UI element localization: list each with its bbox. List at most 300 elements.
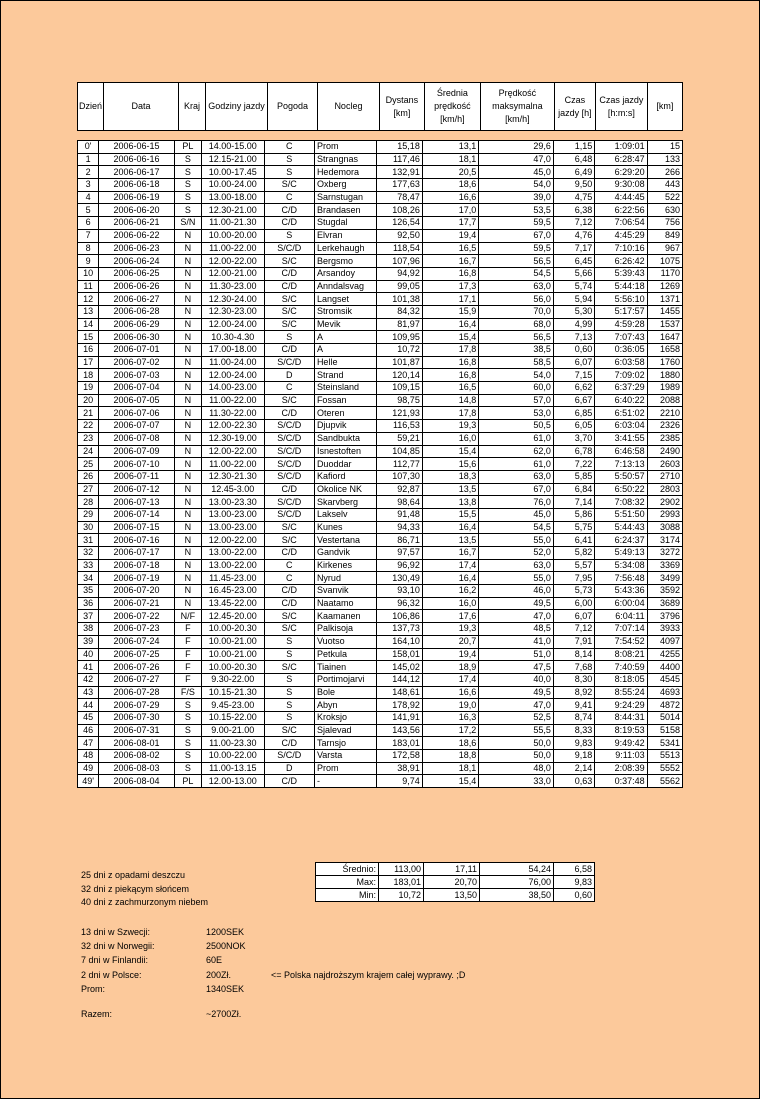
total-label: Razem:: [81, 1009, 113, 1019]
table-cell: -: [314, 775, 377, 788]
table-cell: Kroksjo: [314, 711, 377, 724]
table-cell: 52,0: [479, 547, 554, 560]
table-row: [78, 394, 683, 407]
table-cell: 7,12: [553, 217, 594, 230]
table-cell: 84,32: [377, 305, 422, 318]
table-cell: S: [174, 166, 201, 179]
table-cell: 6:40:22: [595, 394, 647, 407]
table-cell: S/C/D: [264, 356, 314, 369]
table-cell: 0,60: [553, 344, 594, 357]
table-cell: 9: [78, 255, 99, 268]
table-cell: Mevik: [314, 318, 377, 331]
table-cell: 92,50: [377, 229, 422, 242]
table-cell: 14.00-23.00: [202, 382, 265, 395]
table-cell: 5562: [647, 775, 682, 788]
table-cell: S: [264, 699, 314, 712]
table-cell: 849: [647, 229, 682, 242]
table-cell: 17,0: [422, 204, 478, 217]
table-cell: 16,7: [422, 547, 478, 560]
table-cell: 0': [78, 141, 99, 154]
table-row: [78, 496, 683, 509]
table-cell: C: [264, 572, 314, 585]
table-cell: S/C/D: [264, 432, 314, 445]
table-cell: 5: [78, 204, 99, 217]
table-cell: C/D: [264, 483, 314, 496]
table-cell: Duoddar: [314, 458, 377, 471]
table-cell: 4:59:28: [595, 318, 647, 331]
table-cell: 3592: [647, 585, 682, 598]
table-cell: N: [174, 572, 201, 585]
table-cell: 7,15: [553, 369, 594, 382]
table-cell: S/C: [264, 724, 314, 737]
table-cell: 98,75: [377, 394, 422, 407]
table-cell: 4872: [647, 699, 682, 712]
table-cell: N: [174, 280, 201, 293]
table-cell: 9:11:03: [595, 750, 647, 763]
table-cell: 5,94: [553, 293, 594, 306]
table-cell: 31: [78, 534, 99, 547]
table-cell: C/D: [264, 344, 314, 357]
table-cell: 10.00-24.00: [202, 179, 265, 192]
table-cell: 98,64: [377, 496, 422, 509]
table-cell: Skarvberg: [314, 496, 377, 509]
table-cell: PL: [174, 141, 201, 154]
table-cell: 54,0: [479, 369, 554, 382]
table-cell: 2006-08-01: [99, 737, 175, 750]
table-cell: 7:08:32: [595, 496, 647, 509]
table-cell: S/C: [264, 293, 314, 306]
table-cell: 86,71: [377, 534, 422, 547]
table-cell: 5513: [647, 750, 682, 763]
table-cell: Petkula: [314, 648, 377, 661]
table-cell: 13,1: [422, 141, 478, 154]
table-cell: C/D: [264, 585, 314, 598]
table-cell: 126,54: [377, 217, 422, 230]
table-cell: 58,5: [479, 356, 554, 369]
table-cell: 164,10: [377, 635, 422, 648]
table-cell: S: [174, 191, 201, 204]
table-cell: Sjalevad: [314, 724, 377, 737]
table-cell: 18: [78, 369, 99, 382]
table-cell: 2006-06-15: [99, 141, 175, 154]
table-cell: 1269: [647, 280, 682, 293]
table-cell: N: [174, 458, 201, 471]
table-cell: 9:49:42: [595, 737, 647, 750]
table-cell: 9.00-21.00: [202, 724, 265, 737]
table-cell: 48,0: [479, 762, 554, 775]
table-cell: 6,49: [553, 166, 594, 179]
table-cell: 19,0: [422, 699, 478, 712]
table-cell: 62,0: [479, 445, 554, 458]
table-cell: 107,30: [377, 470, 422, 483]
table-cell: 3369: [647, 559, 682, 572]
stats-value: 6,58: [554, 863, 595, 876]
table-cell: 3:41:55: [595, 432, 647, 445]
table-cell: 130,49: [377, 572, 422, 585]
table-cell: C: [264, 141, 314, 154]
table-cell: 1880: [647, 369, 682, 382]
table-row: [78, 597, 683, 610]
table-row: [78, 407, 683, 420]
table-cell: 17,8: [422, 407, 478, 420]
table-cell: 11.30-22.00: [202, 407, 265, 420]
table-cell: Abyn: [314, 699, 377, 712]
table-cell: 266: [647, 166, 682, 179]
table-cell: S/C: [264, 661, 314, 674]
table-cell: 0:37:48: [595, 775, 647, 788]
table-cell: S: [174, 153, 201, 166]
table-cell: 2902: [647, 496, 682, 509]
table-cell: 50,5: [479, 420, 554, 433]
table-header: [77, 82, 683, 131]
table-cell: 2088: [647, 394, 682, 407]
table-cell: 55,5: [479, 724, 554, 737]
stats-value: 38,50: [480, 889, 554, 902]
table-cell: D: [264, 369, 314, 382]
table-cell: 18,6: [422, 737, 478, 750]
table-cell: 7,22: [553, 458, 594, 471]
table-cell: 13: [78, 305, 99, 318]
table-cell: 1,15: [553, 141, 594, 154]
table-cell: 7,17: [553, 242, 594, 255]
table-cell: 78,47: [377, 191, 422, 204]
table-cell: 2006-07-10: [99, 458, 175, 471]
table-row: [78, 191, 683, 204]
table-cell: 4,99: [553, 318, 594, 331]
stats-label: Max:: [316, 876, 379, 889]
table-cell: 1658: [647, 344, 682, 357]
table-cell: 14,8: [422, 394, 478, 407]
table-cell: S/C: [264, 610, 314, 623]
cost-amount: 2500NOK: [206, 941, 246, 952]
table-cell: 3174: [647, 534, 682, 547]
table-cell: 36: [78, 597, 99, 610]
table-cell: 12.30-21.00: [202, 204, 265, 217]
table-cell: 2006-06-17: [99, 166, 175, 179]
table-cell: 56,5: [479, 255, 554, 268]
table-cell: 29,6: [479, 141, 554, 154]
column-header: Czas jazdy [h:m:s]: [595, 83, 647, 131]
table-cell: 1760: [647, 356, 682, 369]
table-cell: 27: [78, 483, 99, 496]
column-header: Data: [104, 83, 179, 131]
table-cell: 2006-07-05: [99, 394, 175, 407]
table-cell: 2006-07-30: [99, 711, 175, 724]
table-cell: 2006-06-20: [99, 204, 175, 217]
weather-note: 25 dni z opadami deszczu: [81, 870, 186, 880]
table-cell: 11.00-22.00: [202, 394, 265, 407]
stats-value: 183,01: [379, 876, 424, 889]
column-header: Kraj: [179, 83, 206, 131]
table-cell: N: [174, 293, 201, 306]
table-cell: 18,1: [422, 762, 478, 775]
table-cell: C: [264, 559, 314, 572]
table-cell: 10.00-20.30: [202, 661, 265, 674]
table-cell: 120,14: [377, 369, 422, 382]
cost-comment: <= Polska najdroższym krajem całej wyprawy. ;D: [271, 969, 466, 980]
table-row: [78, 153, 683, 166]
table-cell: 12.00-21.00: [202, 267, 265, 280]
table-cell: 12.00-13.00: [202, 775, 265, 788]
weather-notes: [81, 869, 208, 910]
table-cell: 121,93: [377, 407, 422, 420]
table-cell: 2006-07-12: [99, 483, 175, 496]
table-cell: 40: [78, 648, 99, 661]
table-cell: 16,8: [422, 356, 478, 369]
table-cell: 101,87: [377, 356, 422, 369]
table-cell: N: [174, 432, 201, 445]
table-cell: 50,0: [479, 737, 554, 750]
table-cell: 11.00-21.30: [202, 217, 265, 230]
table-cell: 2210: [647, 407, 682, 420]
table-cell: 11.00-23.30: [202, 737, 265, 750]
table-cell: 17,6: [422, 610, 478, 623]
table-cell: 15,6: [422, 458, 478, 471]
table-cell: 17,8: [422, 344, 478, 357]
table-cell: 5:44:18: [595, 280, 647, 293]
table-cell: 60,0: [479, 382, 554, 395]
table-cell: 11: [78, 280, 99, 293]
table-cell: 59,5: [479, 242, 554, 255]
table-cell: S/C/D: [264, 420, 314, 433]
table-cell: 23: [78, 432, 99, 445]
table-cell: 5,30: [553, 305, 594, 318]
table-cell: 17.00-18.00: [202, 344, 265, 357]
table-cell: 51,0: [479, 648, 554, 661]
table-cell: S: [174, 762, 201, 775]
table-cell: N: [174, 407, 201, 420]
table-cell: 4545: [647, 673, 682, 686]
table-cell: N: [174, 420, 201, 433]
table-cell: 19,4: [422, 229, 478, 242]
trip-table: [77, 140, 683, 788]
table-cell: 6,78: [553, 445, 594, 458]
table-cell: 17,3: [422, 280, 478, 293]
table-cell: 2603: [647, 458, 682, 471]
table-cell: 15,18: [377, 141, 422, 154]
table-cell: 116,53: [377, 420, 422, 433]
table-cell: Nyrud: [314, 572, 377, 585]
table-cell: 7:09:02: [595, 369, 647, 382]
table-cell: 2006-07-24: [99, 635, 175, 648]
table-cell: 2803: [647, 483, 682, 496]
table-cell: 1:09:01: [595, 141, 647, 154]
table-cell: 15: [647, 141, 682, 154]
table-cell: 6,07: [553, 610, 594, 623]
table-cell: 40,0: [479, 673, 554, 686]
table-cell: 5552: [647, 762, 682, 775]
table-cell: S/C: [264, 521, 314, 534]
table-cell: 2006-08-02: [99, 750, 175, 763]
table-row: [78, 648, 683, 661]
table-cell: 16.45-23.00: [202, 585, 265, 598]
table-cell: 2006-07-26: [99, 661, 175, 674]
table-cell: 18,3: [422, 470, 478, 483]
table-cell: 63,0: [479, 470, 554, 483]
table-cell: 108,26: [377, 204, 422, 217]
table-cell: Helle: [314, 356, 377, 369]
table-cell: Sandbukta: [314, 432, 377, 445]
table-cell: 50,0: [479, 750, 554, 763]
table-cell: 11.00-13.15: [202, 762, 265, 775]
weather-note: 40 dni z zachmurzonym niebem: [81, 897, 209, 908]
table-cell: 10.00-20.00: [202, 229, 265, 242]
table-cell: 7:07:43: [595, 331, 647, 344]
table-cell: 2006-07-29: [99, 699, 175, 712]
table-row: [78, 737, 683, 750]
table-cell: 2006-07-16: [99, 534, 175, 547]
table-cell: 2006-07-17: [99, 547, 175, 560]
table-cell: 6: [78, 217, 99, 230]
table-cell: N: [174, 305, 201, 318]
table-cell: 109,95: [377, 331, 422, 344]
table-cell: S: [174, 737, 201, 750]
table-cell: 12.15-21.00: [202, 153, 265, 166]
table-cell: S/C: [264, 255, 314, 268]
table-cell: Okolice NK: [314, 483, 377, 496]
table-cell: A: [314, 331, 377, 344]
table-row: [78, 585, 683, 598]
table-cell: 52,5: [479, 711, 554, 724]
table-cell: 10.30-4.30: [202, 331, 265, 344]
table-cell: 1075: [647, 255, 682, 268]
table-cell: C: [264, 191, 314, 204]
table-cell: 7: [78, 229, 99, 242]
table-cell: Portimojarvi: [314, 673, 377, 686]
stats-label: Średnio:: [316, 863, 379, 876]
table-cell: 16,4: [422, 521, 478, 534]
table-cell: PL: [174, 775, 201, 788]
table-cell: 13.00-22.00: [202, 559, 265, 572]
table-row: [78, 331, 683, 344]
table-cell: 3796: [647, 610, 682, 623]
table-cell: 12.45-20.00: [202, 610, 265, 623]
table-cell: Svanvik: [314, 585, 377, 598]
table-cell: Palkisoja: [314, 623, 377, 636]
table-row: [78, 775, 683, 788]
table-cell: F/S: [174, 686, 201, 699]
table-row: [78, 280, 683, 293]
table-row: [78, 179, 683, 192]
column-header: Godziny jazdy: [205, 83, 267, 131]
table-cell: S: [264, 166, 314, 179]
table-cell: 30: [78, 521, 99, 534]
table-cell: 91,48: [377, 508, 422, 521]
table-cell: 2006-06-25: [99, 267, 175, 280]
table-cell: 47,0: [479, 153, 554, 166]
table-cell: N: [174, 229, 201, 242]
table-cell: 1989: [647, 382, 682, 395]
table-cell: Brandasen: [314, 204, 377, 217]
table-cell: 7:56:48: [595, 572, 647, 585]
table-cell: 34: [78, 572, 99, 585]
table-cell: 54,0: [479, 179, 554, 192]
table-cell: 10.00-17.45: [202, 166, 265, 179]
table-row: [78, 559, 683, 572]
table-cell: 13,8: [422, 496, 478, 509]
table-cell: 17,2: [422, 724, 478, 737]
table-row: [78, 318, 683, 331]
table-cell: 5,86: [553, 508, 594, 521]
table-cell: 16,4: [422, 572, 478, 585]
table-cell: 106,86: [377, 610, 422, 623]
table-cell: 5:44:43: [595, 521, 647, 534]
table-cell: 12.00-22.30: [202, 420, 265, 433]
table-cell: 2006-07-14: [99, 508, 175, 521]
table-cell: C/D: [264, 267, 314, 280]
table-cell: 5,74: [553, 280, 594, 293]
table-cell: 7,91: [553, 635, 594, 648]
table-cell: 15: [78, 331, 99, 344]
table-cell: 141,91: [377, 711, 422, 724]
table-cell: S: [264, 635, 314, 648]
table-cell: 6:26:42: [595, 255, 647, 268]
table-cell: 24: [78, 445, 99, 458]
table-cell: Anndalsvag: [314, 280, 377, 293]
table-cell: 2006-07-13: [99, 496, 175, 509]
table-cell: 109,15: [377, 382, 422, 395]
table-cell: 1455: [647, 305, 682, 318]
table-cell: 2006-07-15: [99, 521, 175, 534]
stats-value: 113,00: [379, 863, 424, 876]
table-row: [78, 673, 683, 686]
table-cell: 630: [647, 204, 682, 217]
table-cell: 6,67: [553, 394, 594, 407]
table-cell: 33: [78, 559, 99, 572]
table-cell: 2006-07-07: [99, 420, 175, 433]
table-cell: 5341: [647, 737, 682, 750]
table-cell: 6:29:20: [595, 166, 647, 179]
table-cell: S/C/D: [264, 458, 314, 471]
table-cell: 16,6: [422, 191, 478, 204]
table-cell: N: [174, 369, 201, 382]
table-cell: S: [174, 711, 201, 724]
column-header: Nocleg: [317, 83, 379, 131]
table-cell: 38,91: [377, 762, 422, 775]
table-cell: 16,3: [422, 711, 478, 724]
table-cell: 3272: [647, 547, 682, 560]
table-cell: 81,97: [377, 318, 422, 331]
table-cell: Bole: [314, 686, 377, 699]
table-cell: C/D: [264, 204, 314, 217]
table-cell: 20: [78, 394, 99, 407]
table-cell: 49,5: [479, 597, 554, 610]
table-cell: 118,54: [377, 242, 422, 255]
table-cell: Djupvik: [314, 420, 377, 433]
column-header: Prędkość maksymalna [km/h]: [480, 83, 554, 131]
table-cell: 13.45-22.00: [202, 597, 265, 610]
table-cell: 4:45:29: [595, 229, 647, 242]
table-cell: Kafiord: [314, 470, 377, 483]
table-cell: 2006-07-25: [99, 648, 175, 661]
table-cell: Lerkehaugh: [314, 242, 377, 255]
table-cell: 45,0: [479, 166, 554, 179]
table-cell: 967: [647, 242, 682, 255]
table-cell: 137,73: [377, 623, 422, 636]
table-cell: 54,5: [479, 267, 554, 280]
table-row: [78, 420, 683, 433]
table-cell: 11.00-24.00: [202, 356, 265, 369]
table-cell: 2993: [647, 508, 682, 521]
table-cell: N: [174, 534, 201, 547]
table-row: [78, 293, 683, 306]
table-cell: 12.30-24.00: [202, 293, 265, 306]
table-cell: 143,56: [377, 724, 422, 737]
table-cell: 4255: [647, 648, 682, 661]
table-cell: 1647: [647, 331, 682, 344]
table-row: [78, 229, 683, 242]
table-cell: 38: [78, 623, 99, 636]
